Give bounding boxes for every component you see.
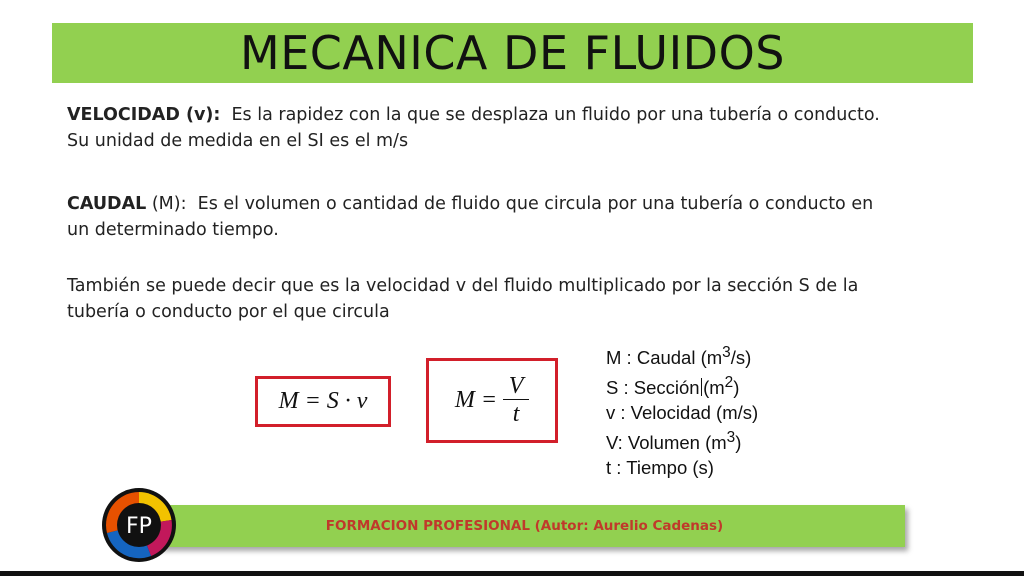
title-banner [52, 23, 973, 83]
formula2-numerator: V [508, 372, 524, 399]
footer-banner [138, 505, 905, 547]
text-cursor-icon [701, 378, 703, 396]
formula2-denominator: t [512, 401, 520, 428]
legend-tiempo: t : Tiempo (s) [606, 457, 714, 479]
formula1-text: M = S · v [278, 388, 368, 414]
formula2-fraction [503, 373, 529, 429]
caudal-paragraph [67, 191, 947, 243]
caudal-term: CAUDAL [67, 194, 147, 214]
legend-volumen: V: Volumen $(m^3)$ [606, 429, 742, 454]
footer-credit: FORMACION PROFESIONAL (Autor: Aurelio Cadenas) [325, 518, 724, 534]
fp-logo-icon [101, 487, 177, 563]
formula-caudal-velocidad [255, 376, 391, 427]
velocidad-line1: Es la rapidez con la que se desplaza un fluido por una tubería o conducto. [231, 105, 880, 125]
caudal-line2: un determinado tiempo. [67, 220, 279, 240]
logo-text: FP [126, 514, 152, 539]
page-title: MECANICA DE FLUIDOS [240, 26, 785, 80]
velocidad-colon: : [213, 105, 221, 125]
tambien-paragraph [67, 273, 947, 325]
formula2-lhs: M = [454, 387, 498, 413]
variables-legend [606, 340, 758, 480]
formula-caudal-volumen [426, 358, 558, 443]
legend-velocidad: v : Velocidad (m/s) [606, 402, 759, 424]
velocidad-line2: Su unidad de medida en el SI es el m/s [67, 131, 409, 151]
tambien-line2: tubería o conducto por el que circula [67, 302, 390, 322]
caudal-symbol: (M): [146, 194, 187, 214]
legend-seccion: S : Sección $(m^2)$ [606, 374, 740, 399]
bottom-border [0, 571, 1024, 576]
tambien-line1: También se puede decir que es la velocidad v del fluido multiplicado por la sección S de la [67, 276, 859, 296]
velocidad-paragraph [67, 102, 947, 154]
velocidad-term: VELOCIDAD (v) [67, 105, 214, 125]
legend-caudal: M : Caudal $(m^3/s)$ [606, 344, 752, 369]
caudal-line1: Es el volumen o cantidad de fluido que circula por una tubería o conducto en [197, 194, 874, 214]
